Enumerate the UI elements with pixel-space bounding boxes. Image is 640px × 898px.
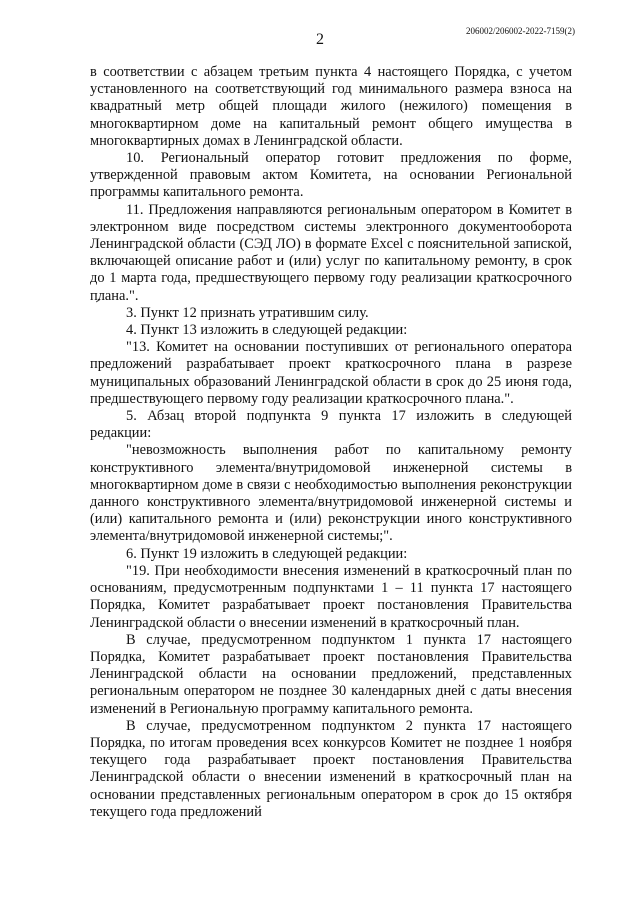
paragraph-amendment-6: 6. Пункт 19 изложить в следующей редакции: [126, 545, 408, 562]
paragraph-quoted-text: "невозможность выполнения работ по капитальному ремонту конструктивного элемента/внутридомовой инженерной системы в многоквартирном доме в связи с необходимостью выполнения реконструкции данного конструктивного элемента/внутридомовой инженерной системы и (или) капитального ремонта и (или) реконструкции иного конструктивного элемента/внутридомовой инженерной системы;". [90, 442, 572, 545]
paragraph-amendment-4: 4. Пункт 13 изложить в следующей редакции: [126, 322, 408, 339]
page-number: 2 [316, 31, 324, 48]
paragraph-item-10: 10. Региональный оператор готовит предложения по форме, утвержденной правовым актом Комитета, на основании Региональной программы капитального ремонта. [90, 150, 572, 201]
paragraph-item-11: 11. Предложения направляются региональным оператором в Комитет в электронном виде посредством системы электронного документооборота Ленинградской области (СЭД ЛО) в формате Excel с пояснительной запиской, включающей описание работ и (или) услуг по капитальному ремонту, в срок до 1 марта года, предшествующего первому году реализации краткосрочного плана.". [90, 201, 572, 304]
document-body [90, 64, 572, 821]
paragraph-amendment-5: 5. Абзац второй подпункта 9 пункта 17 изложить в следующей редакции: [90, 408, 572, 442]
paragraph-case-2: В случае, предусмотренном подпунктом 2 пункта 17 настоящего Порядка, по итогам проведения всех конкурсов Комитет не позднее 1 ноября текущего года разрабатывает проект постановления Правительства Ленинградской области о внесении изменений в краткосрочный план на основании представленных региональным оператором в срок до 15 октября текущего года предложений [90, 717, 572, 820]
paragraph-item-13: "13. Комитет на основании поступивших от регионального оператора предложений разрабатывает проект краткосрочного плана в разрезе муниципальных образований Ленинградской области в срок до 25 июня года, предшествующего первому году реализации краткосрочного плана.". [90, 339, 572, 407]
paragraph-continuation: в соответствии с абзацем третьим пункта 4 настоящего Порядка, с учетом установленного на соответствующий год минимального размера взноса на квадратный метр общей площади жилого (нежилого) помещения в многоквартирном доме на капитальный ремонт общего имущества в многоквартирных домах в Ленинградской области. [90, 64, 572, 149]
paragraph-item-19: "19. При необходимости внесения изменений в краткосрочный план по основаниям, предусмотренным подпунктами 1 – 11 пункта 17 настоящего Порядка, Комитет разрабатывает проект постановления Правительства Ленинградской области о внесении изменений в краткосрочный план. [90, 562, 572, 631]
paragraph-case-1: В случае, предусмотренном подпунктом 1 пункта 17 настоящего Порядка, Комитет разрабатывает проект постановления Правительства Ленинградской области на основании предложений, представленных региональным оператором не позднее 30 календарных дней с даты внесения изменений в Региональную программу капитального ремонта. [90, 631, 572, 717]
document-id: 206002/206002-2022-7159(2) [466, 26, 575, 36]
paragraph-amendment-3: 3. Пункт 12 признать утратившим силу. [126, 304, 369, 321]
